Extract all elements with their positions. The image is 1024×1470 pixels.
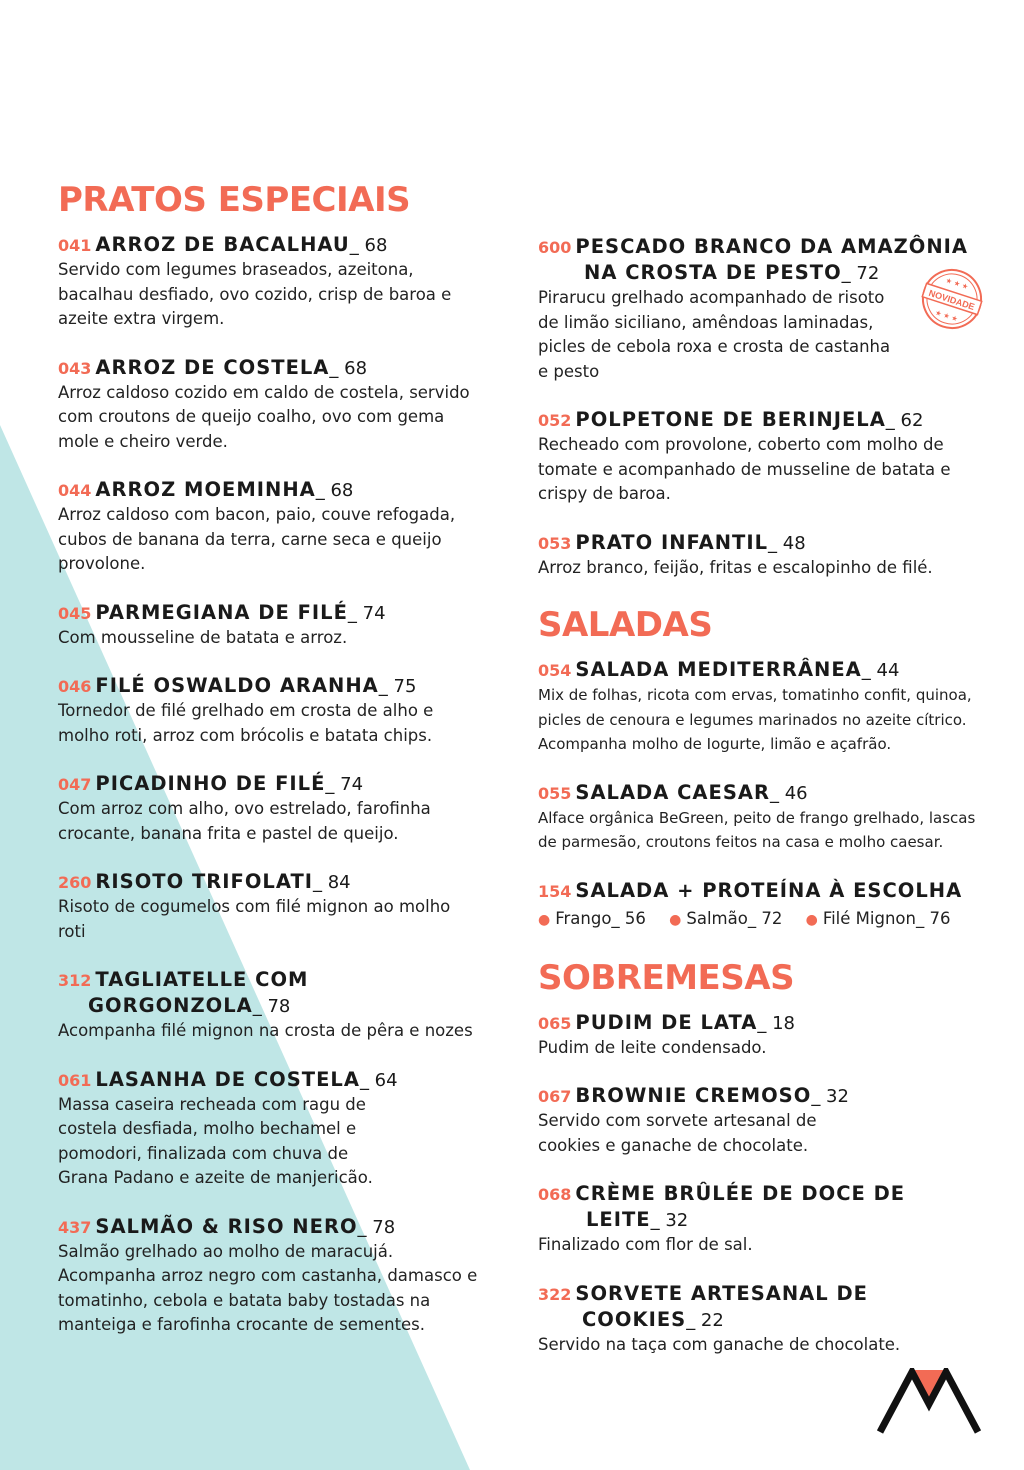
item-price: _ 78 xyxy=(357,1216,396,1238)
menu-item xyxy=(538,780,978,855)
item-name: FILÉ OSWALDO ARANHA xyxy=(95,674,379,697)
menu-item xyxy=(58,967,478,1044)
item-code: 067 xyxy=(538,1087,572,1106)
protein-option: ● Frango_ 56 xyxy=(538,908,646,928)
item-name-line2: NA CROSTA DE PESTO xyxy=(584,261,842,284)
item-name: PUDIM DE LATA xyxy=(575,1010,758,1034)
item-description: Mix de folhas, ricota com ervas, tomatinho confit, quinoa, picles de cenoura e legumes marinados no azeite cítrico. Acompanha molho de Iogurte, limão e açafrão. xyxy=(538,686,972,753)
item-description: Pudim de leite condensado. xyxy=(538,1037,767,1057)
item-name: ARROZ DE COSTELA xyxy=(95,355,330,379)
item-name: PRATO INFANTIL xyxy=(575,530,769,554)
item-name: SALADA + PROTEÍNA À ESCOLHA xyxy=(575,878,963,902)
item-name-line2: LEITE xyxy=(586,1208,651,1231)
protein-option: ● Filé Mignon_ 76 xyxy=(805,908,951,928)
menu-item xyxy=(58,355,478,455)
item-code: 260 xyxy=(58,873,92,892)
item-name: BROWNIE CREMOSO xyxy=(575,1084,812,1107)
item-description: Finalizado com flor de sal. xyxy=(538,1235,753,1254)
menu-item xyxy=(58,1214,478,1338)
item-name-line2: COOKIES xyxy=(582,1307,687,1331)
item-name: PARMEGIANA DE FILÉ xyxy=(95,600,348,624)
svg-text:★ ★ ★: ★ ★ ★ xyxy=(934,308,959,324)
item-price: _ 48 xyxy=(768,532,806,554)
item-description: Arroz caldoso cozido em caldo de costela, servido com croutons de queijo coalho, ovo com gema mole e cheiro verde. xyxy=(58,382,470,451)
menu-item xyxy=(58,477,478,577)
item-code: 055 xyxy=(538,783,572,803)
menu-item xyxy=(538,530,978,581)
svg-text:★ ★ ★: ★ ★ ★ xyxy=(944,276,970,292)
item-description: Servido com sorvete artesanal de cookies e ganache de chocolate. xyxy=(538,1111,817,1155)
menu-item xyxy=(538,878,978,933)
item-description: Com arroz com alho, ovo estrelado, farofinha crocante, banana frita e pastel de queijo. xyxy=(58,799,431,843)
item-price: _ 68 xyxy=(315,480,354,501)
item-name: RISOTO TRIFOLATI xyxy=(95,870,313,893)
item-name: SALMÃO & RISO NERO xyxy=(95,1214,358,1238)
item-description: Servido na taça com ganache de chocolate. xyxy=(538,1334,901,1354)
protein-options xyxy=(538,906,978,933)
item-description: Recheado com provolone, coberto com molho de tomate e acompanhado de musseline de batata e crispy de baroa. xyxy=(538,435,951,503)
bullet-dot-icon: ● xyxy=(669,911,682,928)
item-price: _ 75 xyxy=(378,676,417,697)
item-description: Com mousseline de batata e arroz. xyxy=(58,627,348,647)
item-price: _ 72 xyxy=(841,263,880,284)
item-code: 068 xyxy=(538,1185,572,1204)
item-price: _ 64 xyxy=(359,1069,398,1091)
item-price: _ 22 xyxy=(686,1309,724,1331)
item-code: 044 xyxy=(58,481,92,500)
menu-item xyxy=(538,1083,978,1158)
menu-item xyxy=(58,1067,478,1191)
menu-item xyxy=(538,407,978,507)
item-description: Massa caseira recheada com ragu de costela desfiada, molho bechamel e pomodori, finalizada com chuva de Grana Padano e azeite de manjericão. xyxy=(58,1094,373,1187)
menu-item xyxy=(538,1181,978,1258)
item-price: _ 68 xyxy=(349,235,388,256)
right-column xyxy=(538,234,978,1380)
bullet-dot-icon: ● xyxy=(538,911,551,928)
item-name: ARROZ MOEMINHA xyxy=(95,478,316,501)
menu-item xyxy=(58,232,478,332)
item-description: Arroz branco, feijão, fritas e escalopinho de filé. xyxy=(538,557,933,577)
item-price: _ 78 xyxy=(252,996,291,1017)
item-price: _ 74 xyxy=(347,602,386,624)
protein-option: ● Salmão_ 72 xyxy=(669,908,783,928)
item-description: Alface orgânica BeGreen, peito de frango grelhado, lascas de parmesão, croutons feitos na casa e molho caesar. xyxy=(538,808,976,851)
menu-item xyxy=(538,1281,978,1358)
item-name: SALADA MEDITERRÂNEA xyxy=(575,658,862,681)
item-name: CRÈME BRÛLÉE DE DOCE DE xyxy=(575,1182,906,1205)
bullet-dot-icon: ● xyxy=(805,911,818,928)
item-price: _ 46 xyxy=(770,782,808,804)
item-name: ARROZ DE BACALHAU xyxy=(95,233,350,256)
menu-item xyxy=(538,234,978,384)
item-price: _ 32 xyxy=(811,1086,849,1107)
menu-item xyxy=(58,771,478,846)
item-code: 061 xyxy=(58,1070,92,1090)
item-name: LASANHA DE COSTELA xyxy=(95,1067,360,1091)
item-code: 043 xyxy=(58,358,92,378)
item-code: 053 xyxy=(538,533,572,553)
item-description: Acompanha filé mignon na crosta de pêra e nozes xyxy=(58,1021,473,1040)
menu-item xyxy=(58,869,478,944)
item-description: Risoto de cogumelos com filé mignon ao molho roti xyxy=(58,897,451,941)
menu-item xyxy=(58,673,478,748)
section-title-saladas: SALADAS xyxy=(538,605,713,645)
item-description: Arroz caldoso com bacon, paio, couve refogada, cubos de banana da terra, carne seca e queijo provolone. xyxy=(58,505,456,573)
m-logo-icon xyxy=(876,1368,982,1436)
item-code: 154 xyxy=(538,881,572,901)
menu-item xyxy=(58,600,478,651)
item-price: _ 32 xyxy=(650,1210,689,1231)
item-name: SORVETE ARTESANAL DE xyxy=(575,1281,868,1305)
item-code: 041 xyxy=(58,236,92,255)
item-code: 312 xyxy=(58,971,92,990)
item-code: 322 xyxy=(538,1284,572,1304)
item-code: 437 xyxy=(58,1217,92,1237)
item-name: TAGLIATELLE COM xyxy=(95,968,309,991)
left-column xyxy=(58,178,478,1361)
section-title-sobremesas: SOBREMESAS xyxy=(538,957,795,998)
item-price: _ 62 xyxy=(885,410,924,431)
item-name: POLPETONE DE BERINJELA xyxy=(575,408,886,431)
badge-text: NOVIDADE xyxy=(927,287,976,313)
item-code: 047 xyxy=(58,775,92,794)
item-code: 065 xyxy=(538,1013,572,1033)
item-price: _ 74 xyxy=(325,774,364,795)
item-code: 054 xyxy=(538,661,572,680)
item-price: _ 68 xyxy=(329,357,368,379)
item-description: Servido com legumes braseados, azeitona, bacalhau desfiado, ovo cozido, crisp de baroa e azeite extra virgem. xyxy=(58,260,452,328)
item-price: _ 18 xyxy=(757,1012,795,1034)
item-code: 600 xyxy=(538,238,572,257)
item-name: SALADA CAESAR xyxy=(575,780,770,804)
menu-item xyxy=(538,657,978,757)
item-name: PICADINHO DE FILÉ xyxy=(95,772,326,795)
item-description: Salmão grelhado ao molho de maracujá. Acompanha arroz negro com castanha, damasco e tomatinho, cebola e batata baby tostadas na manteiga e farofinha crocante de sementes. xyxy=(58,1241,478,1334)
item-description: Pirarucu grelhado acompanhado de risoto de limão siciliano, amêndoas laminadas, picles de cebola roxa e crosta de castanha e pesto xyxy=(538,288,891,381)
item-price: _ 44 xyxy=(861,660,900,681)
item-description: Tornedor de filé grelhado em crosta de alho e molho roti, arroz com brócolis e batata chips. xyxy=(58,701,434,745)
section-title-pratos: PRATOS ESPECIAIS xyxy=(58,180,411,220)
menu-item xyxy=(538,1010,978,1061)
item-price: _ 84 xyxy=(313,872,351,893)
item-code: 046 xyxy=(58,677,92,696)
item-name: PESCADO BRANCO DA AMAZÔNIA xyxy=(575,235,969,258)
item-code: 045 xyxy=(58,603,92,623)
item-code: 052 xyxy=(538,411,572,430)
item-name-line2: GORGONZOLA xyxy=(88,994,253,1017)
